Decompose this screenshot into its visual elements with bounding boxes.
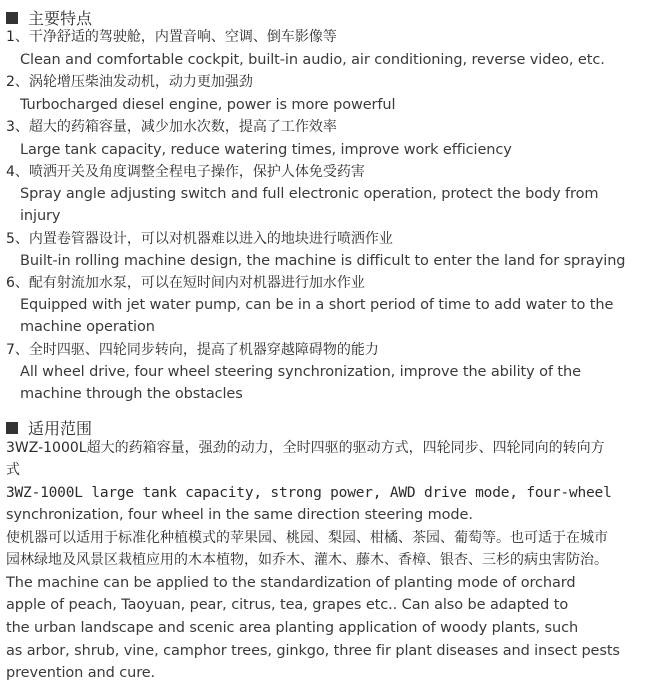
scope-p2-en-line-4: as arbor, shrub, vine, camphor trees, ginkgo, three fir plant diseases and insect pests (6, 643, 620, 659)
feature-2-en: Turbocharged diesel engine, power is more powerful (20, 97, 396, 113)
scope-p2-en-line-3: the urban landscape and scenic area planting application of woody plants, such (6, 620, 579, 636)
square-bullet-icon (6, 12, 18, 24)
feature-7-cn: 7、全时四驱、四轮同步转向，提高了机器穿越障碍物的能力 (6, 342, 379, 358)
feature-7-en-line-1: All wheel drive, four wheel steering synchronization, improve the ability of the (20, 364, 581, 380)
scope-p2-cn-line-2: 园林绿地及风景区栽植应用的木本植物，如乔木、灌木、藤木、香樟、银杏、三杉的病虫害防治。 (6, 552, 608, 568)
feature-4-en-line-1: Spray angle adjusting switch and full electronic operation, protect the body from (20, 186, 599, 202)
scope-p1-cn-line-2: 式 (6, 462, 20, 478)
feature-6-cn: 6、配有射流加水泵，可以在短时间内对机器进行加水作业 (6, 275, 365, 291)
scope-p2-en-line-5: prevention and cure. (6, 665, 156, 681)
feature-4-cn: 4、喷洒开关及角度调整全程电子操作，保护人体免受药害 (6, 164, 365, 180)
scope-p2-en-line-1: The machine can be applied to the standardization of planting mode of orchard (6, 575, 576, 591)
scope-p2-en-line-2: apple of peach, Taoyuan, pear, citrus, tea, grapes etc.. Can also be adapted to (6, 597, 569, 613)
feature-1-en: Clean and comfortable cockpit, built-in audio, air conditioning, reverse video, etc. (20, 52, 605, 68)
features-heading-title: 主要特点 (28, 9, 93, 28)
feature-2-cn: 2、涡轮增压柴油发动机，动力更加强劲 (6, 74, 253, 90)
feature-4-en-line-2: injury (20, 208, 61, 224)
feature-6-en-line-2: machine operation (20, 319, 155, 335)
scope-p1-en-line-1: 3WZ-1000L large tank capacity, strong power, AWD drive mode, four-wheel (6, 485, 612, 501)
square-bullet-icon (6, 422, 18, 434)
feature-5-cn: 5、内置卷管器设计，可以对机器难以进入的地块进行喷洒作业 (6, 231, 393, 247)
feature-5-en: Built-in rolling machine design, the machine is difficult to enter the land for spraying (20, 253, 626, 269)
scope-heading-title: 适用范围 (28, 419, 93, 438)
scope-p1-cn-line-1: 3WZ-1000L超大的药箱容量，强劲的动力，全时四驱的驱动方式，四轮同步、四轮同向的转向方 (6, 440, 605, 456)
feature-3-cn: 3、超大的药箱容量，减少加水次数，提高了工作效率 (6, 119, 337, 135)
scope-heading (6, 416, 92, 439)
scope-p1-en-line-2: synchronization, four wheel in the same direction steering mode. (6, 507, 473, 523)
feature-3-en: Large tank capacity, reduce watering times, improve work efficiency (20, 142, 512, 158)
feature-6-en-line-1: Equipped with jet water pump, can be in a short period of time to add water to the (20, 297, 614, 313)
scope-p2-cn-line-1: 使机器可以适用于标准化种植模式的苹果园、桃园、梨园、柑橘、茶园、葡萄等。也可适于在城市 (6, 530, 608, 546)
feature-1-cn: 1、干净舒适的驾驶舱，内置音响、空调、倒车影像等 (6, 29, 337, 45)
feature-7-en-line-2: machine through the obstacles (20, 386, 243, 402)
